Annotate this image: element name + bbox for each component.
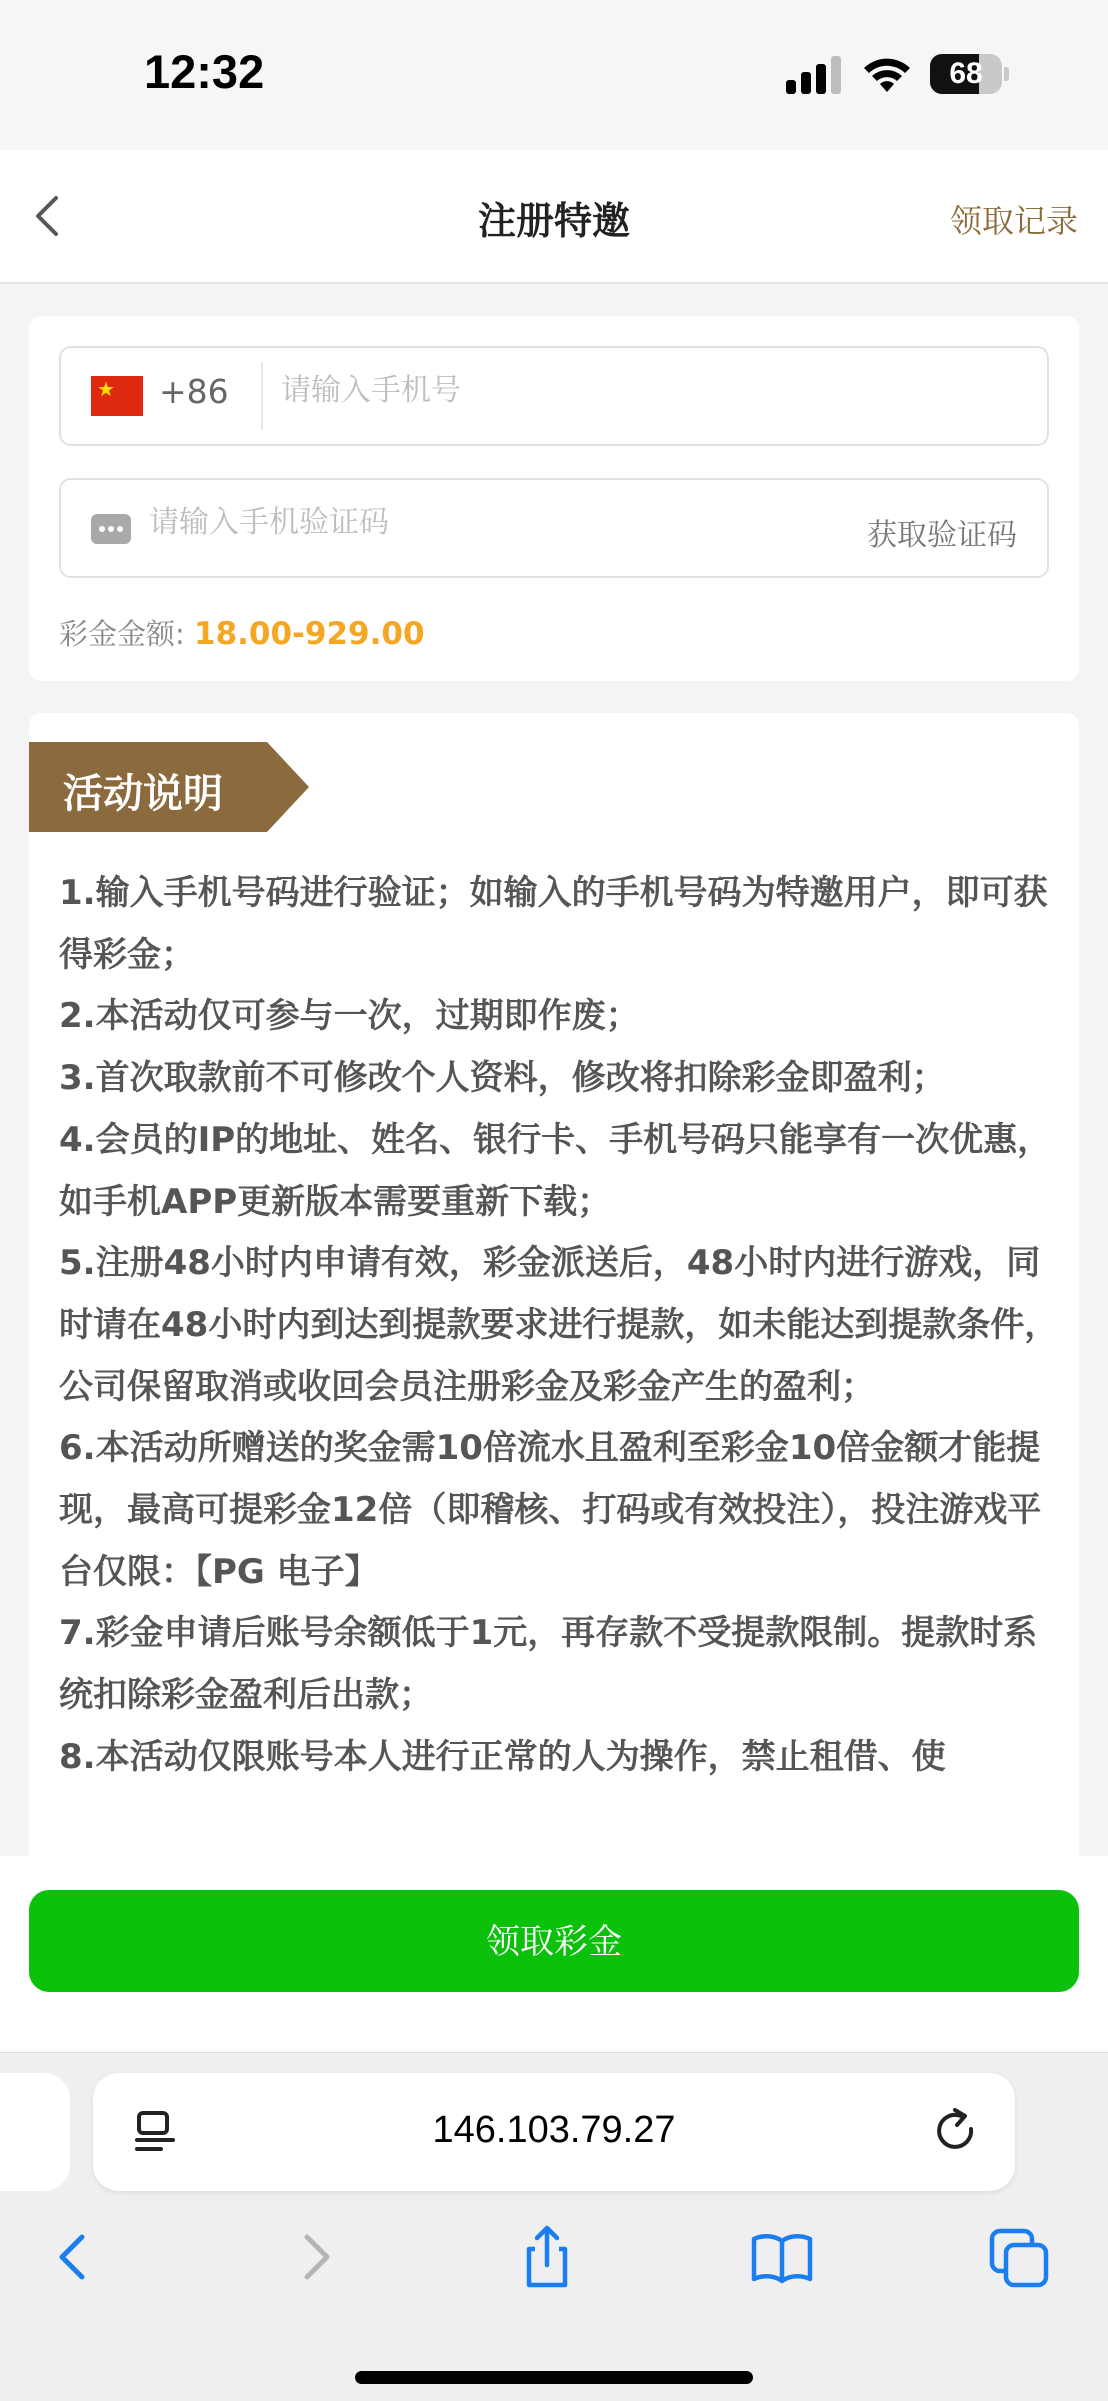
battery-percent: 68 — [949, 57, 983, 90]
phone-input[interactable] — [279, 372, 1023, 409]
field-divider — [261, 362, 263, 430]
browser-toolbar — [0, 2052, 1108, 2401]
verification-code-input[interactable] — [147, 504, 751, 541]
tabs-icon[interactable] — [988, 2223, 1052, 2291]
wifi-icon — [862, 54, 912, 94]
status-bar — [0, 0, 1108, 150]
bonus-label: 彩金金额: — [59, 617, 185, 651]
battery-icon — [930, 54, 1010, 94]
browser-forward-icon[interactable] — [283, 2223, 347, 2291]
cellular-signal-icon — [786, 56, 846, 96]
rule-item: 1.输入手机号码进行验证；如输入的手机号码为特邀用户，即可获得彩金； — [59, 873, 1048, 975]
message-icon — [91, 514, 131, 544]
country-code[interactable]: +86 — [159, 372, 229, 411]
nav-bar — [0, 150, 1108, 284]
rules-list — [59, 863, 1059, 1789]
get-code-button[interactable]: 获取验证码 — [867, 518, 1017, 553]
home-indicator — [355, 2371, 753, 2384]
reload-icon[interactable] — [933, 2107, 981, 2157]
status-time: 12:32 — [144, 45, 265, 98]
rule-item: 4.会员的IP的地址、姓名、银行卡、手机号码只能享有一次优惠，如手机APP更新版本需要重新下载； — [59, 1119, 1052, 1222]
browser-back-icon[interactable] — [42, 2223, 106, 2291]
registration-form-card — [29, 316, 1079, 681]
rule-item: 2.本活动仅可参与一次，过期即作废； — [59, 996, 640, 1037]
activity-banner — [29, 742, 309, 832]
rule-item: 8.本活动仅限账号本人进行正常的人为操作，禁止租借、使 — [59, 1736, 946, 1777]
previous-tab-preview[interactable] — [0, 2073, 70, 2191]
bookmarks-icon[interactable] — [750, 2223, 814, 2291]
claim-button-area — [0, 1856, 1108, 2052]
rule-item: 6.本活动所赠送的奖金需10倍流水且盈利至彩金10倍金额才能提现，最高可提彩金12倍（即稽核、打码或有效投注），投注游戏平台仅限：【PG 电子】 — [59, 1428, 1042, 1592]
china-flag-icon: ★ — [91, 376, 143, 416]
rule-item: 7.彩金申请后账号余额低于1元，再存款不受提款限制。提款时系统扣除彩金盈利后出款； — [59, 1613, 1038, 1716]
claim-records-link[interactable]: 领取记录 — [949, 202, 1078, 240]
activity-title: 活动说明 — [63, 771, 223, 817]
rule-item: 5.注册48小时内申请有效，彩金派送后，48小时内进行游戏，同时请在48小时内到达到提款要求进行提款，如未能达到提款条件，公司保留取消或收回会员注册彩金及彩金产生的盈利； — [59, 1243, 1059, 1407]
activity-card — [29, 713, 1079, 1913]
rule-item: 3.首次取款前不可修改个人资料，修改将扣除彩金即盈利； — [59, 1058, 946, 1099]
verification-code-field — [59, 478, 1049, 578]
phone-field — [59, 346, 1049, 446]
address-bar[interactable] — [93, 2073, 1015, 2191]
url-text[interactable]: 146.103.79.27 — [432, 2109, 676, 2151]
claim-bonus-button[interactable]: 领取彩金 — [29, 1890, 1079, 1992]
bonus-value: 18.00-929.00 — [194, 616, 425, 652]
share-icon[interactable] — [515, 2223, 579, 2291]
page-title: 注册特邀 — [477, 199, 630, 243]
bonus-amount — [59, 612, 425, 653]
